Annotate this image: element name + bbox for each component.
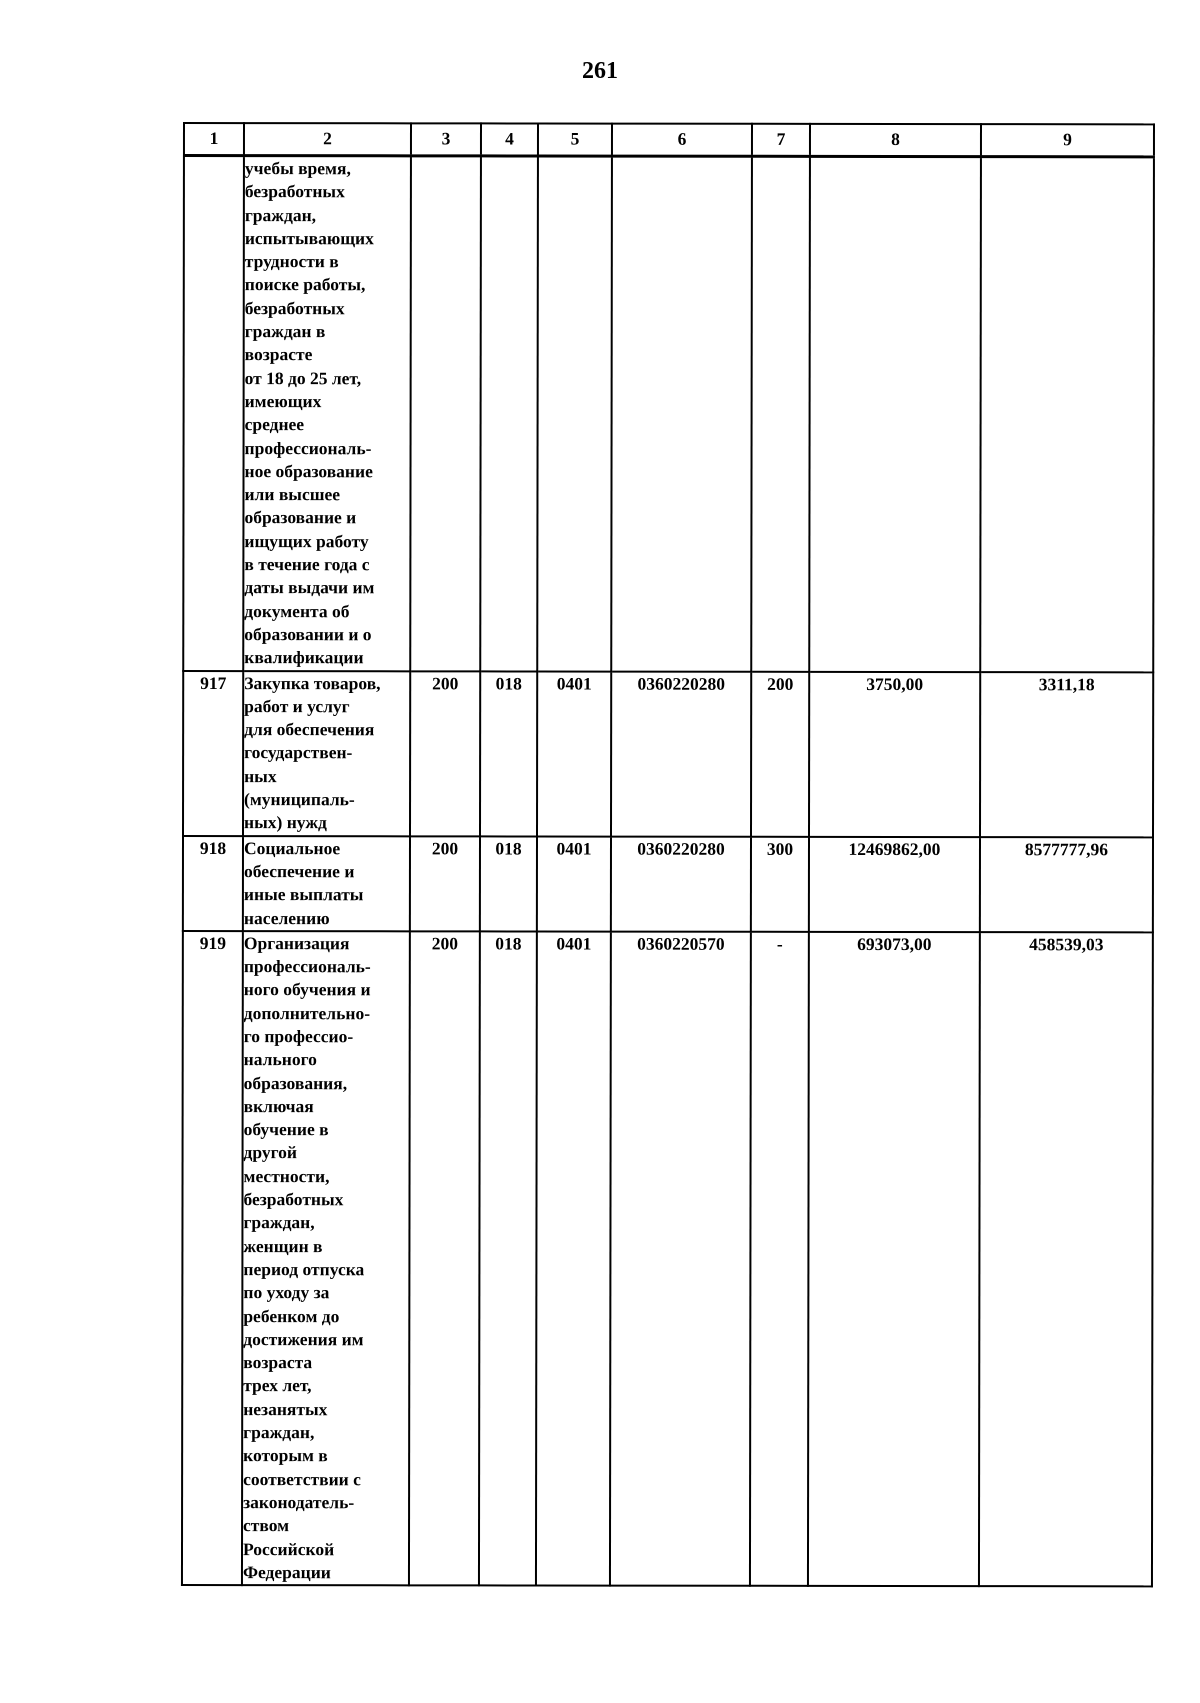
cell-col5: 0401 [537, 671, 611, 836]
table-header [184, 123, 1154, 157]
table-row [183, 671, 1153, 837]
cell-col6 [611, 156, 752, 671]
row-number [183, 156, 244, 671]
cell-col7: - [750, 932, 809, 1586]
column-header-5: 5 [538, 123, 612, 156]
cell-col5 [537, 156, 612, 671]
column-header-4: 4 [481, 123, 538, 156]
cell-col7 [751, 156, 810, 671]
cell-col3: 200 [410, 836, 480, 931]
cell-col6: 0360220570 [610, 931, 751, 1586]
cell-col4: 018 [479, 931, 537, 1585]
cell-col5: 0401 [537, 836, 611, 931]
row-number: 918 [183, 836, 243, 931]
cell-col8: 693073,00 [808, 932, 980, 1587]
cell-col6: 0360220280 [611, 671, 751, 836]
cell-col4 [480, 156, 538, 671]
column-header-1: 1 [184, 123, 244, 156]
budget-table [181, 122, 1155, 1587]
row-description: Социальное обеспечение и иные выплаты населению [243, 836, 410, 931]
column-header-9: 9 [981, 124, 1154, 157]
row-number: 919 [182, 931, 243, 1585]
cell-col7: 300 [751, 836, 809, 931]
column-header-6: 6 [612, 124, 752, 157]
cell-col4: 018 [480, 671, 537, 836]
row-number: 917 [183, 671, 243, 836]
column-header-8: 8 [810, 124, 981, 157]
column-header-2: 2 [244, 123, 411, 156]
cell-col3: 200 [410, 671, 480, 836]
cell-col6: 0360220280 [611, 836, 751, 931]
cell-col5: 0401 [536, 931, 611, 1585]
cell-col4: 018 [480, 836, 537, 931]
row-description: Закупка товаров, работ и услуг для обеспечения государствен- ных (муниципаль- ных) нужд [243, 671, 410, 836]
page-number: 261 [582, 58, 618, 84]
cell-col9: 8577777,96 [980, 837, 1153, 932]
cell-col9: 3311,18 [980, 672, 1153, 837]
cell-col3 [410, 156, 481, 671]
cell-col7: 200 [751, 671, 809, 836]
cell-col9 [980, 157, 1154, 672]
column-header-3: 3 [411, 123, 481, 156]
cell-col8: 12469862,00 [809, 836, 980, 931]
table-row [182, 931, 1153, 1587]
cell-col8 [809, 156, 981, 671]
row-description: учебы время, безработных граждан, испытывающих трудности в поиске работы, безработных граждан в возрасте от 18 до 25 лет, имеющих среднее профессиональ- ное образование или высшее образование и ищущих работу в течение года с даты выдачи им документа об образовании и о квалификации [243, 156, 411, 671]
column-header-7: 7 [752, 124, 810, 157]
row-description: Организация профессиональ- ного обучения и дополнительно- го профессио- нального образования, включая обучение в другой местности, безработных граждан, женщин в период отпуска по уходу за ребенком до достижения им возраста трех лет, незанятых граждан, которым в соответствии с законодатель- ством Российской Федерации [242, 931, 410, 1586]
table-row [183, 156, 1154, 672]
cell-col9: 458539,03 [979, 932, 1153, 1587]
cell-col8: 3750,00 [809, 671, 980, 836]
table-row [183, 836, 1153, 933]
cell-col3: 200 [409, 931, 480, 1585]
